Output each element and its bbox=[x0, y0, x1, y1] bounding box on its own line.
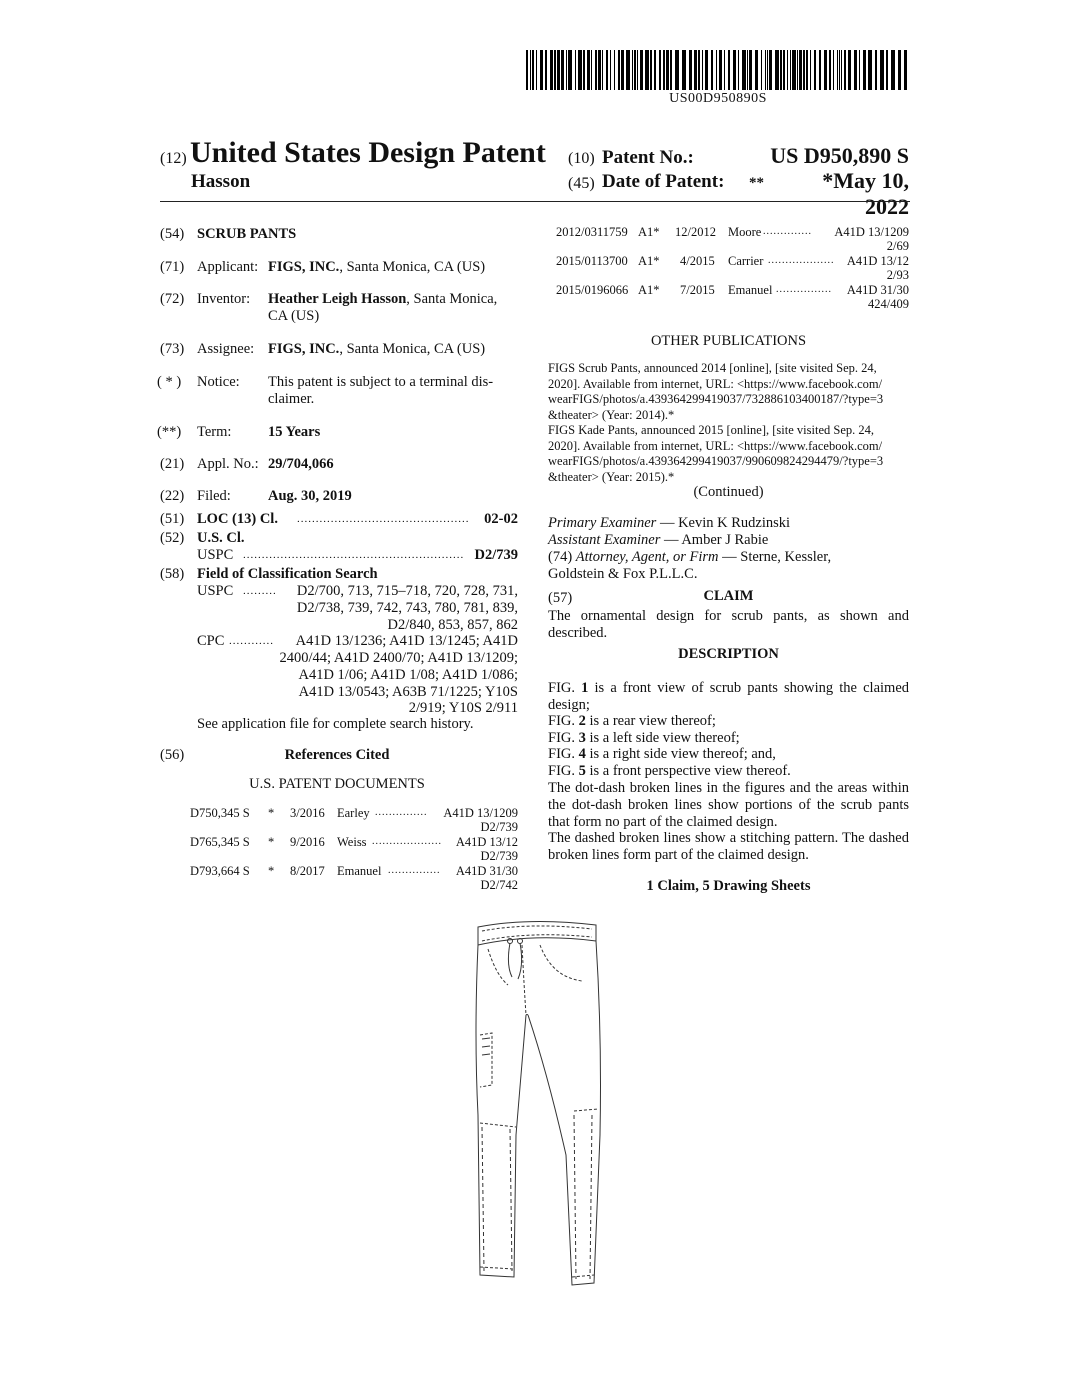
loc-class-value: 02-02 bbox=[484, 511, 518, 527]
barcode-number: US00D950890S bbox=[669, 91, 767, 106]
fig-number: 5 bbox=[578, 763, 586, 779]
header-rule bbox=[160, 201, 910, 202]
figure-description bbox=[548, 730, 909, 747]
fig-text: is a front view of scrub pants showing the claimed design; bbox=[548, 680, 910, 713]
search-uspc-dots: ......... bbox=[243, 585, 277, 597]
barcode-bar bbox=[716, 50, 717, 90]
publication-line: wearFIGS/photos/a.439364299419037/990609824294479/?type=3 bbox=[548, 454, 884, 468]
ref-number: D793,664 S bbox=[190, 864, 250, 878]
fig-number: 2 bbox=[578, 713, 586, 729]
publication-line: wearFIGS/photos/a.439364299419037/732886103400187/?type=3 bbox=[548, 392, 884, 406]
barcode-bar bbox=[557, 50, 560, 90]
barcode-bar bbox=[719, 50, 722, 90]
ref-class: A41D 31/30 bbox=[455, 864, 518, 878]
barcode-bar bbox=[566, 50, 567, 90]
barcode-bar bbox=[526, 50, 528, 90]
ref-star: * bbox=[268, 806, 275, 820]
barcode-bar bbox=[790, 50, 791, 90]
pub-ref-dots: ................... bbox=[768, 255, 835, 266]
figure-description bbox=[548, 713, 909, 730]
ref-class: A41D 13/1209 bbox=[443, 806, 518, 820]
barcode-bar bbox=[650, 50, 652, 90]
barcode-bar bbox=[561, 50, 564, 90]
code-71: (71) bbox=[160, 259, 185, 275]
pub-ref-dots: .............. bbox=[763, 226, 812, 237]
publication-line: &theater> (Year: 2015).* bbox=[548, 469, 675, 484]
barcode-bar bbox=[765, 50, 766, 90]
pub-ref-class: A41D 13/12 bbox=[846, 254, 909, 268]
barcode-bar bbox=[742, 50, 746, 90]
barcode-bar bbox=[837, 50, 838, 90]
barcode-bar bbox=[787, 50, 788, 90]
uspc-value: D2/739 bbox=[474, 547, 518, 563]
scrub-pants-drawing bbox=[470, 915, 610, 1287]
barcode-bar bbox=[728, 50, 730, 90]
barcode-bar bbox=[670, 50, 672, 90]
ref-dots: ............... bbox=[375, 807, 428, 818]
pub-ref-class: A41D 31/30 bbox=[846, 283, 909, 297]
continued-note: (Continued) bbox=[693, 484, 764, 500]
barcode-bar bbox=[705, 50, 708, 90]
barcode-bar bbox=[540, 50, 543, 90]
ref-dots: ............... bbox=[388, 865, 441, 876]
barcode-bar bbox=[767, 50, 768, 90]
applicant-name: FIGS, INC. bbox=[268, 259, 340, 275]
uspc-label: USPC bbox=[197, 547, 234, 563]
barcode-bar bbox=[626, 50, 630, 90]
publication-entry bbox=[548, 361, 909, 422]
pub-ref-kind: A1* bbox=[638, 225, 660, 239]
pub-ref-number: 2015/0113700 bbox=[556, 254, 628, 268]
loc-class-label: LOC (13) Cl. bbox=[197, 511, 278, 527]
barcode-bar bbox=[606, 50, 608, 90]
barcode-bar bbox=[598, 50, 601, 90]
barcode-bar bbox=[904, 50, 907, 90]
term-value: 15 Years bbox=[268, 424, 321, 440]
barcode-bar bbox=[891, 50, 895, 90]
search-uspc-line: D2/700, 713, 715–718, 720, 728, 731, bbox=[296, 583, 518, 599]
ref-name: Emanuel bbox=[337, 864, 382, 878]
attorney-line2: Goldstein & Fox P.L.L.C. bbox=[548, 566, 698, 582]
publication-line: &theater> (Year: 2014).* bbox=[548, 407, 675, 422]
ref-class-secondary: D2/739 bbox=[480, 849, 518, 863]
barcode-bar bbox=[724, 50, 725, 90]
search-cpc-line: A41D 13/0543; A63B 71/1225; Y10S bbox=[298, 684, 518, 700]
barcode-bar bbox=[578, 50, 582, 90]
us-class-label: U.S. Cl. bbox=[197, 530, 245, 546]
barcode-bar bbox=[698, 50, 700, 90]
search-uspc-line: D2/738, 739, 742, 743, 780, 781, 839, bbox=[296, 600, 518, 616]
publication-line: 2020]. Available from internet, URL: <https://www.facebook.com/ bbox=[548, 376, 883, 391]
description-heading: DESCRIPTION bbox=[678, 646, 779, 662]
pub-ref-dots: ................ bbox=[776, 284, 832, 295]
figure-description bbox=[548, 746, 909, 763]
search-cpc-label: CPC bbox=[197, 633, 225, 649]
barcode bbox=[526, 50, 910, 90]
notice-text: This patent is subject to a terminal dis- bbox=[268, 374, 494, 390]
barcode-bar bbox=[839, 50, 840, 90]
loc-class-dots: .............................................. bbox=[297, 513, 470, 525]
code-term: (**) bbox=[157, 424, 182, 440]
barcode-bar bbox=[761, 50, 762, 90]
fig-text: is a left side view thereof; bbox=[589, 730, 740, 746]
ref-date: 9/2016 bbox=[290, 835, 325, 849]
barcode-bar bbox=[532, 50, 534, 90]
code-56: (56) bbox=[160, 747, 185, 763]
barcode-bar bbox=[637, 50, 638, 90]
barcode-bar bbox=[868, 50, 872, 90]
code-21: (21) bbox=[160, 456, 185, 472]
filed-date: Aug. 30, 2019 bbox=[268, 488, 352, 504]
barcode-bar bbox=[775, 50, 779, 90]
barcode-bar bbox=[568, 50, 572, 90]
applicant bbox=[268, 259, 485, 276]
field-of-search-label: Field of Classification Search bbox=[197, 566, 378, 582]
barcode-bar bbox=[848, 50, 851, 90]
ref-name: Weiss bbox=[337, 835, 367, 849]
barcode-bar bbox=[536, 50, 537, 90]
pub-ref-number: 2012/0311759 bbox=[556, 225, 628, 239]
date-of-patent: *May 10, 2022 bbox=[822, 168, 909, 219]
barcode-bar bbox=[841, 50, 842, 90]
search-cpc-line: A41D 13/1236; A41D 13/1245; A41D bbox=[295, 633, 518, 649]
filed-label: Filed: bbox=[197, 488, 231, 504]
fig-prefix: FIG. bbox=[548, 713, 575, 729]
claim-text: The ornamental design for scrub pants, as shown and described. bbox=[548, 608, 909, 641]
application-number: 29/704,066 bbox=[268, 456, 334, 472]
inventor-surname: Hasson bbox=[191, 171, 251, 192]
fig-prefix: FIG. bbox=[548, 746, 575, 762]
ref-name: Earley bbox=[337, 806, 370, 820]
barcode-bar bbox=[792, 50, 796, 90]
ref-class: A41D 13/12 bbox=[455, 835, 518, 849]
assignee-label: Assignee: bbox=[197, 341, 255, 357]
barcode-bar bbox=[610, 50, 611, 90]
pub-ref-name: Carrier bbox=[728, 254, 764, 268]
barcode-bar bbox=[875, 50, 877, 90]
code-51: (51) bbox=[160, 511, 185, 527]
barcode-bar bbox=[587, 50, 590, 90]
barcode-bar bbox=[880, 50, 884, 90]
us-patent-documents-heading: U.S. PATENT DOCUMENTS bbox=[249, 776, 425, 792]
fig-text: is a front perspective view thereof. bbox=[589, 763, 791, 779]
barcode-bar bbox=[591, 50, 592, 90]
pub-ref-date: 12/2012 bbox=[675, 225, 716, 239]
barcode-bar bbox=[733, 50, 736, 90]
barcode-bar bbox=[640, 50, 643, 90]
barcode-bar bbox=[863, 50, 866, 90]
barcode-bar bbox=[659, 50, 661, 90]
inventor bbox=[268, 291, 497, 308]
barcode-bar bbox=[854, 50, 857, 90]
barcode-bar bbox=[780, 50, 782, 90]
barcode-bar bbox=[634, 50, 636, 90]
primary-examiner-label: Primary Examiner bbox=[548, 515, 657, 531]
barcode-bar bbox=[545, 50, 547, 90]
code-notice: ( * ) bbox=[157, 374, 182, 390]
ref-date: 3/2016 bbox=[290, 806, 325, 820]
code-12: (12) bbox=[160, 150, 187, 167]
barcode-bar bbox=[618, 50, 620, 90]
applicant-label: Applicant: bbox=[197, 259, 259, 275]
barcode-bar bbox=[702, 50, 703, 90]
barcode-bar bbox=[654, 50, 656, 90]
date-of-patent-label: Date of Patent: bbox=[602, 171, 725, 192]
other-publications-heading: OTHER PUBLICATIONS bbox=[650, 333, 807, 349]
barcode-bar bbox=[898, 50, 901, 90]
barcode-bar bbox=[550, 50, 553, 90]
assistant-examiner-label: Assistant Examiner bbox=[548, 532, 661, 548]
barcode-bar bbox=[749, 50, 752, 90]
document-type: United States Design Patent bbox=[190, 136, 546, 169]
code-72: (72) bbox=[160, 291, 185, 307]
ref-dots: .................... bbox=[372, 836, 442, 847]
barcode-bar bbox=[666, 50, 669, 90]
claims-summary: 1 Claim, 5 Drawing Sheets bbox=[646, 878, 811, 894]
barcode-bar bbox=[769, 50, 772, 90]
fig-prefix: FIG. bbox=[548, 680, 575, 696]
barcode-bar bbox=[583, 50, 585, 90]
barcode-bar bbox=[595, 50, 597, 90]
barcode-bar bbox=[783, 50, 785, 90]
title: SCRUB PANTS bbox=[197, 226, 297, 242]
barcode-bar bbox=[530, 50, 531, 90]
pub-ref-kind: A1* bbox=[638, 283, 660, 297]
barcode-bar bbox=[711, 50, 713, 90]
inventor-label: Inventor: bbox=[197, 291, 251, 307]
barcode-bar bbox=[797, 50, 798, 90]
patent-number-label: Patent No.: bbox=[602, 147, 694, 168]
barcode-bar bbox=[694, 50, 697, 90]
barcode-bar bbox=[621, 50, 624, 90]
applicant-location: , Santa Monica, CA (US) bbox=[339, 259, 486, 275]
barcode-bar bbox=[738, 50, 739, 90]
publication-line: 2020]. Available from internet, URL: <https://www.facebook.com/ bbox=[548, 438, 883, 453]
inventor-location-line2: CA (US) bbox=[268, 308, 320, 324]
term-label: Term: bbox=[197, 424, 232, 440]
barcode-bar bbox=[844, 50, 846, 90]
barcode-bar bbox=[554, 50, 556, 90]
barcode-bar bbox=[799, 50, 802, 90]
notice-label: Notice: bbox=[197, 374, 240, 390]
code-57: (57) bbox=[548, 590, 573, 606]
claim-heading: CLAIM bbox=[703, 588, 754, 604]
ref-number: D765,345 S bbox=[190, 835, 250, 849]
code-52: (52) bbox=[160, 530, 185, 546]
search-cpc-line: 2400/44; A41D 2400/70; A41D 13/1209; bbox=[279, 650, 518, 666]
attorney bbox=[548, 549, 831, 566]
assistant-examiner-name: — Amber J Rabie bbox=[664, 532, 769, 548]
dot-dash-lines-description: The dot-dash broken lines in the figures and the areas within the dot-dash broken lines show portions of the scrub pants that form no part of the claimed design. bbox=[548, 780, 909, 830]
barcode-bar bbox=[675, 50, 679, 90]
barcode-bar bbox=[806, 50, 808, 90]
fig-text: is a right side view thereof; and, bbox=[589, 746, 776, 762]
assistant-examiner bbox=[548, 532, 768, 549]
search-cpc-line: 2/919; Y10S 2/911 bbox=[408, 700, 518, 716]
ref-class-secondary: D2/742 bbox=[480, 878, 518, 892]
figure-description bbox=[548, 680, 909, 714]
references-cited-heading: References Cited bbox=[284, 747, 390, 763]
code-22: (22) bbox=[160, 488, 185, 504]
barcode-bar bbox=[814, 50, 816, 90]
patent-number: US D950,890 S bbox=[770, 143, 909, 168]
barcode-bar bbox=[810, 50, 811, 90]
code-54: (54) bbox=[160, 226, 185, 242]
barcode-bar bbox=[682, 50, 686, 90]
fig-text: is a rear view thereof; bbox=[589, 713, 716, 729]
inventor-location: , Santa Monica, bbox=[406, 291, 498, 307]
fig-number: 4 bbox=[578, 746, 586, 762]
barcode-bar bbox=[747, 50, 748, 90]
assignee-location: , Santa Monica, CA (US) bbox=[339, 341, 486, 357]
barcode-bar bbox=[803, 50, 805, 90]
ref-class-secondary: D2/739 bbox=[480, 820, 518, 834]
search-uspc-label: USPC bbox=[197, 583, 234, 599]
figure-description bbox=[548, 763, 909, 780]
pub-ref-number: 2015/0196066 bbox=[556, 283, 629, 297]
ref-number: D750,345 S bbox=[190, 806, 250, 820]
fig-number: 3 bbox=[578, 730, 586, 746]
publication-entry bbox=[548, 423, 909, 484]
barcode-bar bbox=[833, 50, 834, 90]
pub-ref-class-secondary: 2/93 bbox=[886, 268, 909, 282]
publication-line: FIGS Scrub Pants, announced 2014 [online], [site visited Sep. 24, bbox=[548, 361, 877, 375]
application-number-label: Appl. No.: bbox=[197, 456, 259, 472]
dashed-lines-description: The dashed broken lines show a stitching pattern. The dashed broken lines form part of the claimed design. bbox=[548, 830, 909, 863]
barcode-bar bbox=[819, 50, 821, 90]
ref-star: * bbox=[268, 835, 275, 849]
assignee bbox=[268, 341, 485, 358]
code-45: (45) bbox=[568, 175, 595, 192]
fig-number: 1 bbox=[581, 680, 589, 696]
attorney-code: (74) bbox=[548, 549, 573, 565]
barcode-bar bbox=[886, 50, 888, 90]
notice-text-line2: claimer. bbox=[268, 391, 315, 407]
attorney-label: Attorney, Agent, or Firm bbox=[575, 549, 719, 565]
barcode-bar bbox=[755, 50, 758, 90]
pub-ref-name: Moore bbox=[728, 225, 762, 239]
pub-ref-class: A41D 13/1209 bbox=[834, 225, 909, 239]
barcode-bar bbox=[614, 50, 615, 90]
ref-star: * bbox=[268, 864, 275, 878]
pub-ref-kind: A1* bbox=[638, 254, 660, 268]
pub-ref-date: 4/2015 bbox=[680, 254, 715, 268]
search-cpc-line: A41D 1/06; A41D 1/08; A41D 1/086; bbox=[298, 667, 518, 683]
pub-ref-class-secondary: 2/69 bbox=[886, 239, 909, 253]
pub-ref-class-secondary: 424/409 bbox=[868, 297, 909, 311]
barcode-bar bbox=[663, 50, 665, 90]
pub-ref-date: 7/2015 bbox=[680, 283, 715, 297]
barcode-bar bbox=[859, 50, 860, 90]
search-history-note: See application file for complete search history. bbox=[197, 716, 474, 732]
barcode-bar bbox=[829, 50, 831, 90]
ref-date: 8/2017 bbox=[290, 864, 325, 878]
fig-prefix: FIG. bbox=[548, 763, 575, 779]
primary-examiner bbox=[548, 515, 790, 532]
code-58: (58) bbox=[160, 566, 185, 582]
barcode-bar bbox=[689, 50, 692, 90]
assignee-name: FIGS, INC. bbox=[268, 341, 340, 357]
barcode-bar bbox=[632, 50, 633, 90]
primary-examiner-name: — Kevin K Rudzinski bbox=[659, 515, 791, 531]
publication-line: FIGS Kade Pants, announced 2015 [online], [site visited Sep. 24, bbox=[548, 423, 874, 437]
search-uspc-line: D2/840, 853, 857, 862 bbox=[387, 617, 518, 633]
code-10: (10) bbox=[568, 150, 595, 167]
barcode-bar bbox=[824, 50, 827, 90]
fig-prefix: FIG. bbox=[548, 730, 575, 746]
barcode-bar bbox=[645, 50, 649, 90]
barcode-bar bbox=[575, 50, 576, 90]
inventor-name: Heather Leigh Hasson bbox=[268, 291, 407, 307]
date-stars: ** bbox=[749, 175, 764, 191]
code-73: (73) bbox=[160, 341, 185, 357]
pub-ref-name: Emanuel bbox=[728, 283, 773, 297]
attorney-name: — Sterne, Kessler, bbox=[722, 549, 832, 565]
barcode-bar bbox=[602, 50, 603, 90]
uspc-dots: ........................................................... bbox=[243, 549, 465, 561]
search-cpc-dots: ............ bbox=[229, 635, 274, 647]
